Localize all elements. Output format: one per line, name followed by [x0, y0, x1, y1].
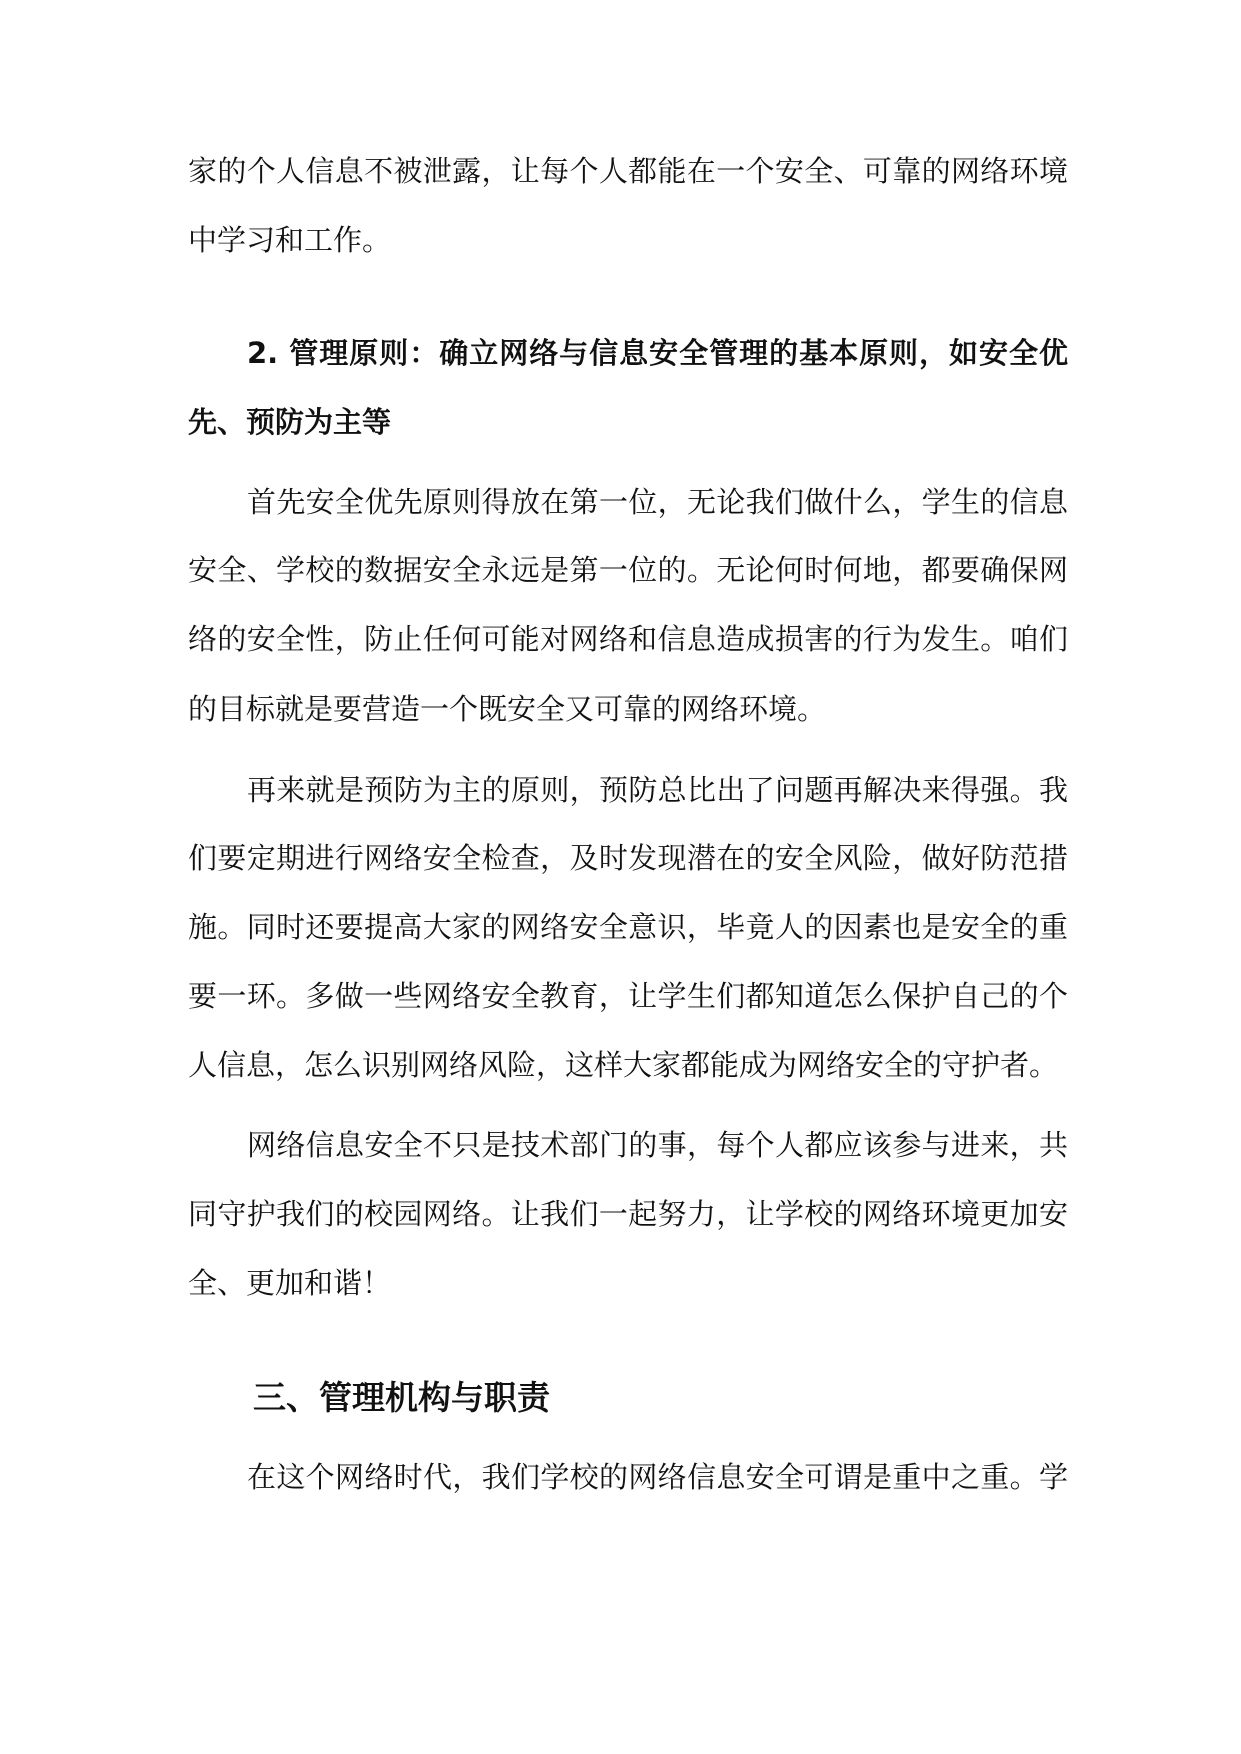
paragraph-line: 中学习和工作。	[188, 223, 392, 257]
paragraph-line: 施。同时还要提高大家的网络安全意识，毕竟人的因素也是安全的重	[188, 910, 1068, 944]
paragraph-line: 们要定期进行网络安全检查，及时发现潜在的安全风险，做好防范措	[188, 841, 1068, 875]
paragraph-line: 人信息，怎么识别网络风险，这样大家都能成为网络安全的守护者。	[188, 1048, 1059, 1082]
paragraph-line: 全、更加和谐！	[188, 1266, 392, 1300]
paragraph-line: 络的安全性，防止任何可能对网络和信息造成损害的行为发生。咱们	[188, 622, 1068, 656]
paragraph-line: 在这个网络时代，我们学校的网络信息安全可谓是重中之重。学	[247, 1460, 1068, 1494]
paragraph-line: 的目标就是要营造一个既安全又可靠的网络环境。	[188, 692, 827, 726]
paragraph-line: 首先安全优先原则得放在第一位，无论我们做什么，学生的信息	[247, 485, 1068, 519]
paragraph-line: 网络信息安全不只是技术部门的事，每个人都应该参与进来，共	[247, 1128, 1068, 1162]
paragraph-line: 同守护我们的校园网络。让我们一起努力，让学校的网络环境更加安	[188, 1197, 1068, 1231]
principle-heading-line: 先、预防为主等	[188, 405, 392, 439]
section-heading: 三、管理机构与职责	[253, 1378, 550, 1417]
paragraph-line: 安全、学校的数据安全永远是第一位的。无论何时何地，都要确保网	[188, 553, 1068, 587]
principle-heading-line: 2. 管理原则：确立网络与信息安全管理的基本原则，如安全优	[247, 336, 1068, 370]
paragraph-line: 要一环。多做一些网络安全教育，让学生们都知道怎么保护自己的个	[188, 979, 1068, 1013]
paragraph-line: 家的个人信息不被泄露，让每个人都能在一个安全、可靠的网络环境	[188, 154, 1068, 188]
paragraph-line: 再来就是预防为主的原则，预防总比出了问题再解决来得强。我	[247, 773, 1068, 807]
